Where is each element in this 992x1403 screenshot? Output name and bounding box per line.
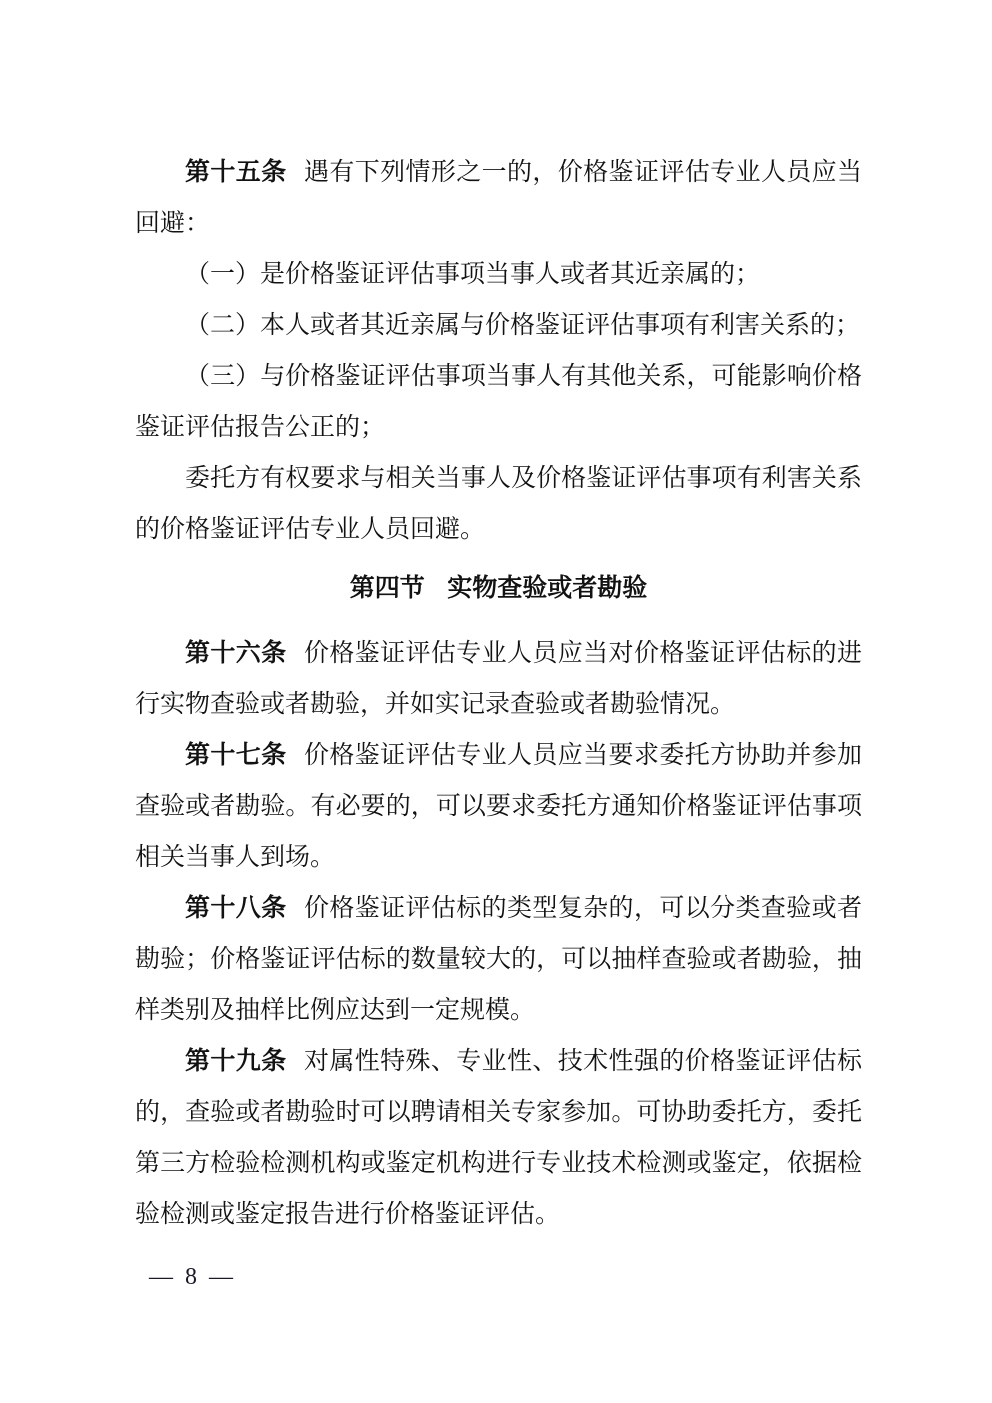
article-17-paragraph <box>135 730 862 883</box>
page-number: — 8 — <box>149 1264 236 1290</box>
clause-item-1-text: （一）是价格鉴证评估事项当事人或者其近亲属的； <box>185 261 761 288</box>
document-body <box>135 147 862 1240</box>
clause-item-2-text: （二）本人或者其近亲属与价格鉴证评估事项有利害关系的； <box>185 312 861 339</box>
clause-item-1 <box>135 249 862 300</box>
article-16-paragraph <box>135 628 862 730</box>
article-15-paragraph <box>135 147 862 249</box>
article-18-text: 价格鉴证评估标的类型复杂的，可以分类查验或者勘验；价格鉴证评估标的数量较大的，可以抽样查验或者勘验，抽样类别及抽样比例应达到一定规模。 <box>135 895 862 1024</box>
article-19-number: 第十九条 <box>185 1048 287 1075</box>
article-15-text: 遇有下列情形之一的，价格鉴证评估专业人员应当回避： <box>135 159 862 237</box>
section-number: 第四节 <box>349 575 425 602</box>
article-16-text: 价格鉴证评估专业人员应当对价格鉴证评估标的进行实物查验或者勘验，并如实记录查验或者勘验情况。 <box>135 640 862 718</box>
article-17-text: 价格鉴证评估专业人员应当要求委托方协助并参加查验或者勘验。有必要的，可以要求委托方通知价格鉴证评估事项相关当事人到场。 <box>135 742 862 871</box>
article-17-number: 第十七条 <box>185 742 287 769</box>
article-15-number: 第十五条 <box>185 159 287 186</box>
article-16-number: 第十六条 <box>185 640 287 667</box>
section-heading <box>135 563 862 614</box>
article-19-text: 对属性特殊、专业性、技术性强的价格鉴证评估标的，查验或者勘验时可以聘请相关专家参加。可协助委托方，委托第三方检验检测机构或鉴定机构进行专业技术检测或鉴定，依据检验检测或鉴定报告进行价格鉴证评估。 <box>135 1048 862 1228</box>
clause-item-3-text: （三）与价格鉴证评估事项当事人有其他关系，可能影响价格鉴证评估报告公正的； <box>135 363 862 441</box>
article-15-closing-paragraph <box>135 453 862 555</box>
clause-item-3 <box>135 351 862 453</box>
article-18-paragraph <box>135 883 862 1036</box>
article-15-closing-text: 委托方有权要求与相关当事人及价格鉴证评估事项有利害关系的价格鉴证评估专业人员回避。 <box>135 465 862 543</box>
section-title: 实物查验或者勘验 <box>447 575 648 602</box>
article-19-paragraph <box>135 1036 862 1240</box>
article-18-number: 第十八条 <box>185 895 287 922</box>
clause-item-2 <box>135 300 862 351</box>
